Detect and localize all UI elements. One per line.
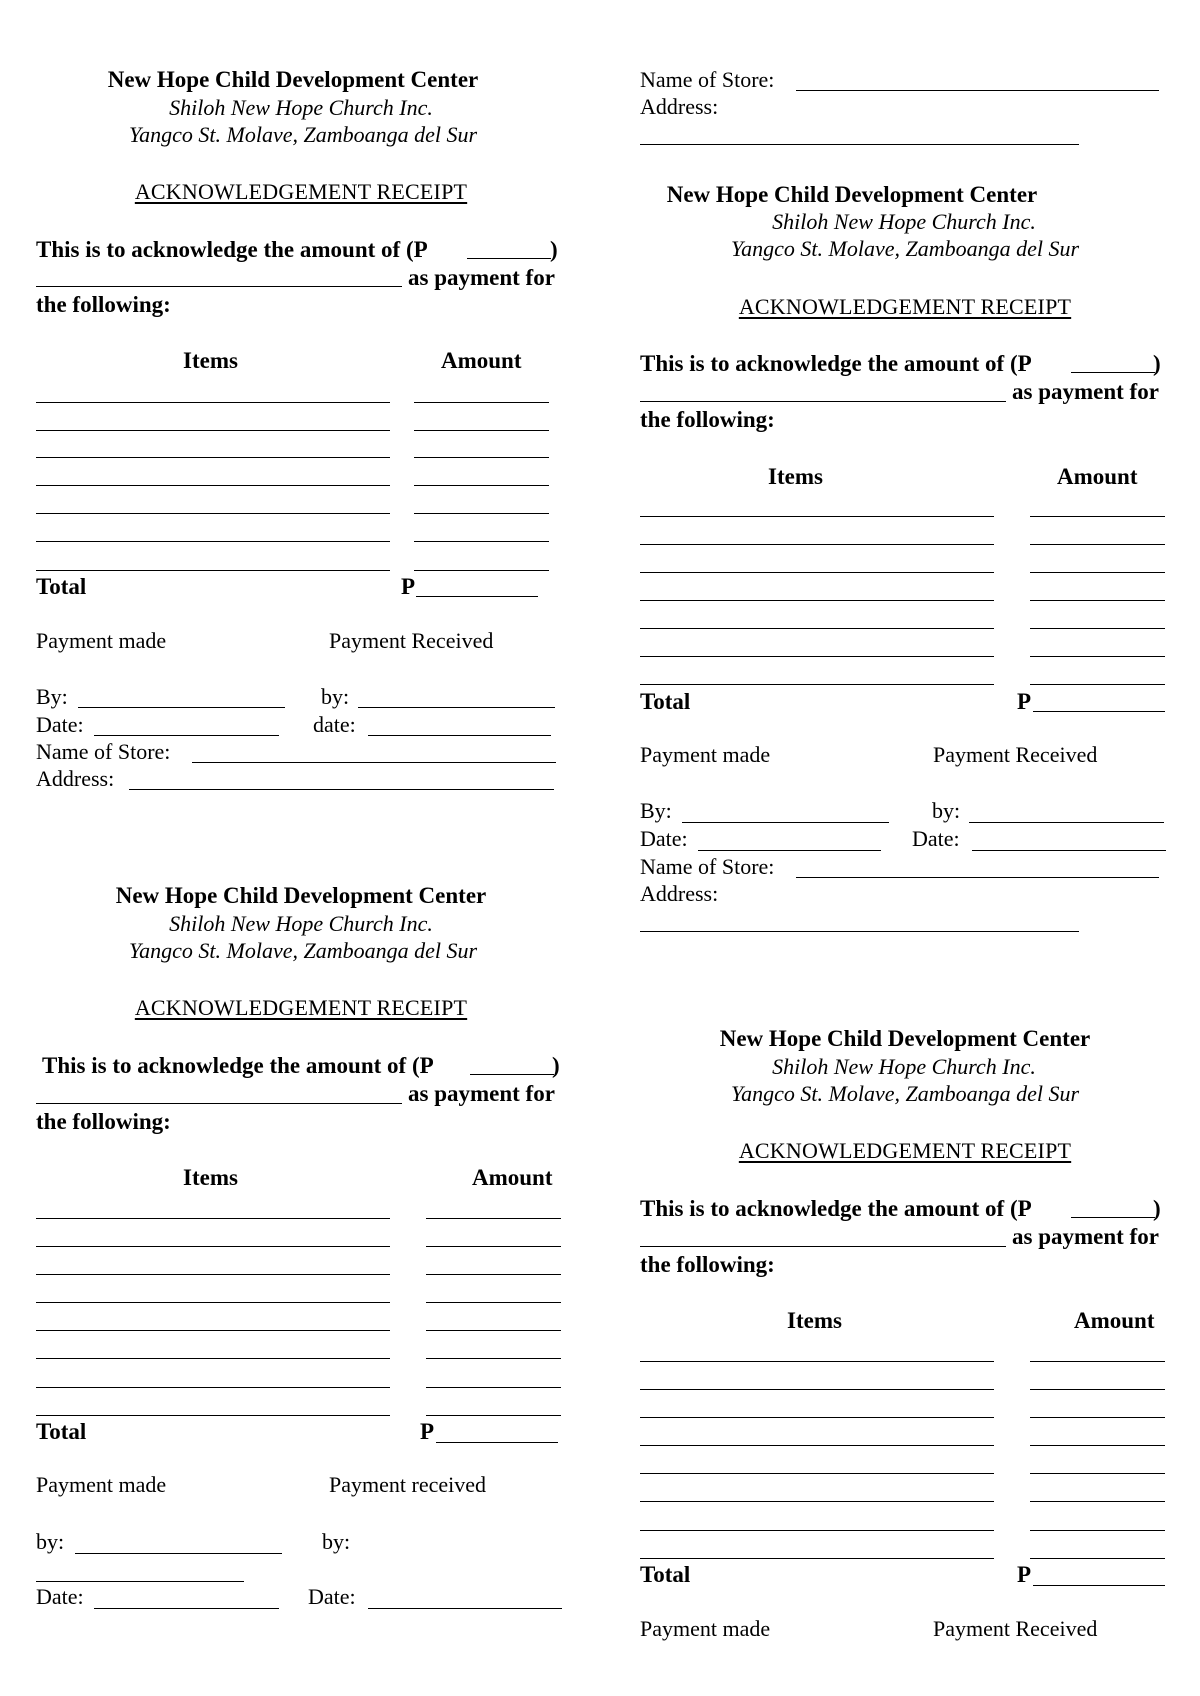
amount-header: Amount [472,1165,553,1190]
total-label: Total [640,689,691,714]
payment-for-text: as payment for [408,265,555,290]
item-line[interactable] [36,485,390,486]
payment-made-label: Payment made [36,1472,167,1497]
items-header: Items [183,348,238,373]
ack-close-paren: ) [550,237,558,262]
amount-blank[interactable] [1071,372,1155,373]
amount-line[interactable] [1030,1361,1165,1362]
payer-blank[interactable] [36,1103,402,1104]
amount-line[interactable] [426,1330,561,1331]
payer-blank[interactable] [640,401,1006,402]
org-name: New Hope Child Development Center [666,182,1038,207]
receipt-heading: ACKNOWLEDGEMENT RECEIPT [134,179,468,204]
item-line[interactable] [36,430,390,431]
amount-line[interactable] [414,513,549,514]
ack-close-paren: ) [1153,351,1161,376]
receipt-heading: ACKNOWLEDGEMENT RECEIPT [738,294,1072,319]
received-date-label: Date: [308,1584,356,1609]
received-by-label: by: [321,684,350,709]
org-name: New Hope Child Development Center [115,883,487,908]
item-line[interactable] [36,1387,390,1388]
church-location: Yangco St. Molave, Zamboanga del Sur [730,236,1080,261]
address-label: Address: [36,766,115,791]
payment-made-label: Payment made [640,1616,771,1641]
receipt-heading: ACKNOWLEDGEMENT RECEIPT [738,1138,1072,1163]
item-line[interactable] [36,1415,390,1416]
received-by-line[interactable] [969,822,1164,823]
payer-blank[interactable] [36,286,402,287]
item-line[interactable] [640,572,994,573]
the-following-text: the following: [36,1109,171,1134]
date-label: Date: [36,1584,84,1609]
amount-line[interactable] [414,402,549,403]
amount-blank[interactable] [470,1074,554,1075]
amount-line[interactable] [1030,600,1165,601]
received-date-label: Date: [912,826,960,851]
total-line[interactable] [1033,1585,1165,1586]
item-line[interactable] [36,1218,390,1219]
item-line[interactable] [640,1530,994,1531]
items-header: Items [183,1165,238,1190]
amount-line[interactable] [1030,1417,1165,1418]
received-date-line[interactable] [972,850,1166,851]
items-header: Items [768,464,823,489]
church-location: Yangco St. Molave, Zamboanga del Sur [730,1081,1080,1106]
church-name: Shiloh New Hope Church Inc. [772,209,1036,234]
amount-header: Amount [441,348,522,373]
ack-text: This is to acknowledge the amount of (P [36,237,428,262]
item-line[interactable] [36,1246,390,1247]
ack-text: This is to acknowledge the amount of (P [42,1053,434,1078]
amount-line[interactable] [1030,1445,1165,1446]
name-of-store-line[interactable] [192,762,556,763]
item-line[interactable] [640,1473,994,1474]
amount-line[interactable] [426,1218,561,1219]
received-date-line[interactable] [368,1608,562,1609]
address-line[interactable] [640,144,1079,145]
items-header: Items [787,1308,842,1333]
payment-for-text: as payment for [1012,1224,1159,1249]
item-line[interactable] [640,1501,994,1502]
by-label: By: [640,798,672,823]
amount-line[interactable] [1030,1473,1165,1474]
ack-close-paren: ) [552,1053,560,1078]
ack-close-paren: ) [1153,1196,1161,1221]
received-by-label: by: [322,1529,351,1554]
the-following-text: the following: [36,292,171,317]
amount-line[interactable] [426,1246,561,1247]
item-line[interactable] [36,1302,390,1303]
item-line[interactable] [640,1445,994,1446]
item-line[interactable] [640,1389,994,1390]
payment-received-label: Payment received [329,1472,486,1497]
amount-header: Amount [1074,1308,1155,1333]
ack-text: This is to acknowledge the amount of (P [640,1196,1032,1221]
amount-line[interactable] [426,1415,561,1416]
amount-line[interactable] [1030,1530,1165,1531]
by-line[interactable] [682,822,889,823]
date-line[interactable] [94,735,279,736]
name-of-store-line[interactable] [796,877,1159,878]
org-name: New Hope Child Development Center [719,1026,1091,1051]
the-following-text: the following: [640,1252,775,1277]
name-of-store-label: Name of Store: [640,67,775,92]
payment-made-label: Payment made [36,628,167,653]
church-name: Shiloh New Hope Church Inc. [169,95,433,120]
item-line[interactable] [36,1274,390,1275]
amount-line[interactable] [1030,656,1165,657]
amount-line[interactable] [414,457,549,458]
total-line[interactable] [416,596,538,597]
church-location: Yangco St. Molave, Zamboanga del Sur [128,122,478,147]
item-line[interactable] [36,402,390,403]
amount-line[interactable] [1030,1389,1165,1390]
receipt-heading: ACKNOWLEDGEMENT RECEIPT [134,995,468,1020]
payment-received-label: Payment Received [329,628,494,653]
amount-line[interactable] [426,1387,561,1388]
amount-line[interactable] [1030,544,1165,545]
item-line[interactable] [640,544,994,545]
name-of-store-line[interactable] [796,90,1159,91]
total-label: Total [36,574,87,599]
amount-line[interactable] [426,1302,561,1303]
payer-blank[interactable] [640,1246,1006,1247]
date-line[interactable] [94,1608,279,1609]
amount-line[interactable] [426,1358,561,1359]
amount-line[interactable] [414,570,549,571]
amount-line[interactable] [1030,1558,1165,1559]
total-label: Total [640,1562,691,1587]
item-line[interactable] [640,684,994,685]
peso-sign: P [1017,689,1032,714]
address-line[interactable] [129,789,554,790]
payment-made-label: Payment made [640,742,771,767]
amount-line[interactable] [1030,1501,1165,1502]
received-by-line[interactable] [358,707,555,708]
item-line[interactable] [640,1417,994,1418]
date-label: Date: [640,826,688,851]
name-of-store-label: Name of Store: [36,739,171,764]
item-line[interactable] [36,457,390,458]
received-date-line[interactable] [368,735,551,736]
amount-line[interactable] [1030,628,1165,629]
item-line[interactable] [640,628,994,629]
date-line[interactable] [698,850,881,851]
address-label: Address: [640,881,719,906]
payment-received-label: Payment Received [933,742,1098,767]
item-line[interactable] [36,541,390,542]
amount-line[interactable] [1030,516,1165,517]
amount-line[interactable] [1030,572,1165,573]
amount-blank[interactable] [467,258,551,259]
church-name: Shiloh New Hope Church Inc. [169,911,433,936]
payment-for-text: as payment for [1012,379,1159,404]
amount-line[interactable] [414,541,549,542]
address-label: Address: [640,94,719,119]
by-line[interactable] [78,707,285,708]
church-location: Yangco St. Molave, Zamboanga del Sur [128,938,478,963]
item-line[interactable] [36,1358,390,1359]
address-line[interactable] [640,931,1079,932]
received-by-label: by: [932,798,961,823]
total-line[interactable] [1033,711,1165,712]
total-line[interactable] [436,1442,558,1443]
peso-sign: P [420,1419,435,1444]
amount-line[interactable] [414,485,549,486]
the-following-text: the following: [640,407,775,432]
ack-text: This is to acknowledge the amount of (P [640,351,1032,376]
by-label: By: [36,684,68,709]
amount-line[interactable] [1030,684,1165,685]
item-line[interactable] [640,600,994,601]
by-label: by: [36,1529,65,1554]
amount-header: Amount [1057,464,1138,489]
amount-line[interactable] [426,1274,561,1275]
signature-line[interactable] [36,1581,244,1582]
item-line[interactable] [640,1558,994,1559]
item-line[interactable] [36,513,390,514]
item-line[interactable] [640,1361,994,1362]
church-name: Shiloh New Hope Church Inc. [772,1054,1036,1079]
date-label: Date: [36,712,84,737]
amount-blank[interactable] [1071,1217,1155,1218]
peso-sign: P [401,574,416,599]
name-of-store-label: Name of Store: [640,854,775,879]
item-line[interactable] [640,516,994,517]
payment-for-text: as payment for [408,1081,555,1106]
item-line[interactable] [640,656,994,657]
received-date-label: date: [313,712,356,737]
by-line[interactable] [75,1553,282,1554]
amount-line[interactable] [414,430,549,431]
item-line[interactable] [36,570,390,571]
peso-sign: P [1017,1562,1032,1587]
payment-received-label: Payment Received [933,1616,1098,1641]
org-name: New Hope Child Development Center [107,67,479,92]
item-line[interactable] [36,1330,390,1331]
total-label: Total [36,1419,87,1444]
